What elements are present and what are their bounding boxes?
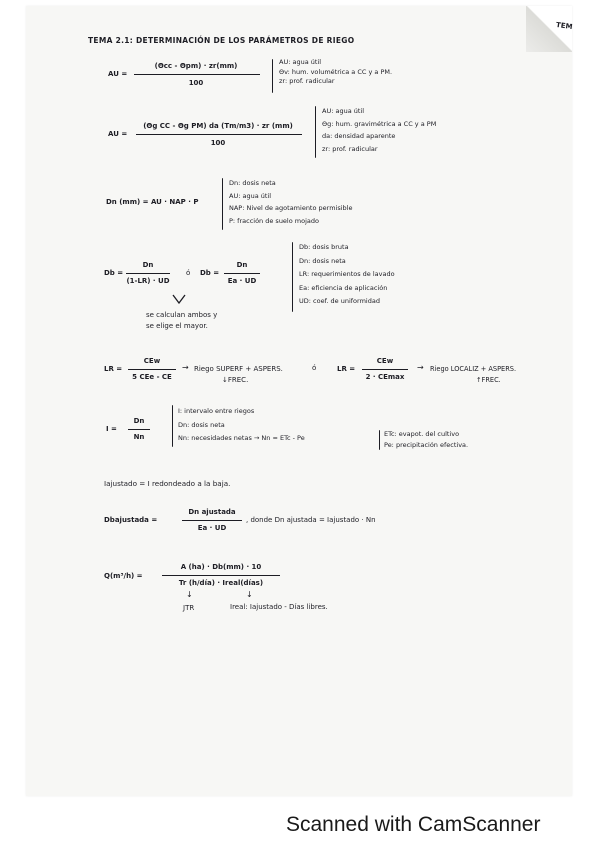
db-den-2: Ea · UD bbox=[227, 277, 257, 285]
lr-num-1: CEw bbox=[143, 357, 161, 365]
dbajustada-rest: , donde Dn ajustada = Iajustado · Nn bbox=[246, 516, 376, 524]
lr-lhs-2: LR = bbox=[337, 365, 356, 373]
lr-text-2b: ↑FREC. bbox=[476, 376, 501, 384]
au2-def-3: zr: prof. radicular bbox=[322, 144, 378, 153]
au2-def-1: Θg: hum. gravimétrica a CC y a PM bbox=[322, 119, 437, 128]
q-fraction-bar bbox=[162, 575, 280, 576]
interval-subdef-0: ETc: evapot. del cultivo bbox=[384, 430, 460, 438]
au2-numerator: (Θg CC - Θg PM) da (Tm/m3) · zr (mm) bbox=[143, 122, 293, 130]
q-lhs: Q(m³/h) = bbox=[104, 572, 143, 580]
lr-lhs-1: LR = bbox=[104, 365, 123, 373]
camscanner-watermark: Scanned with CamScanner bbox=[286, 813, 541, 836]
interval-lhs: I = bbox=[106, 425, 117, 433]
au1-fraction-bar bbox=[134, 74, 260, 75]
au1-def-1: Θv: hum. volumétrica a CC y a PM. bbox=[279, 67, 393, 76]
au2-def-2: da: densidad aparente bbox=[322, 132, 396, 140]
lr-or: ó bbox=[312, 364, 317, 372]
interval-subdef-1: Pe: precipitación efectiva. bbox=[384, 441, 469, 449]
au1-denominator: 100 bbox=[188, 79, 204, 87]
db-lhs-1: Db = bbox=[104, 269, 124, 277]
q-den: Tr (h/día) · Ireal(días) bbox=[178, 579, 264, 587]
db-note-1: se calculan ambos y bbox=[146, 311, 218, 319]
au1-def-2: zr: prof. radicular bbox=[279, 77, 335, 86]
dn-def-3: P: fracción de suelo mojado bbox=[229, 216, 319, 225]
q-arrow-2: ↓ bbox=[246, 590, 253, 599]
dn-definitions bbox=[229, 177, 352, 227]
db-def-2: LR: requerimientos de lavado bbox=[299, 270, 395, 278]
db-fraction-bar-1 bbox=[126, 273, 170, 274]
lr-arrow-1: → bbox=[182, 363, 189, 372]
interval-num: Dn bbox=[133, 417, 145, 425]
interval-subdefinitions bbox=[384, 429, 468, 451]
dbajustada-fraction-bar bbox=[182, 520, 242, 521]
lr-text-1a: Riego SUPERF + ASPERS. bbox=[194, 365, 283, 373]
db-or: ó bbox=[186, 269, 191, 277]
db-den-1: (1-LR) · UD bbox=[126, 277, 170, 285]
dbajustada-lhs: Dbajustada = bbox=[104, 516, 158, 524]
au1-def-0: AU: agua útil bbox=[279, 58, 322, 66]
dn-def-0: Dn: dosis neta bbox=[229, 179, 276, 187]
interval-def-0: I: intervalo entre riegos bbox=[178, 407, 255, 415]
db-num-2: Dn bbox=[236, 261, 248, 269]
au1-numerator: (Θcc - Θpm) · zr(mm) bbox=[154, 62, 238, 70]
db-def-3: Ea: eficiencia de aplicación bbox=[299, 283, 388, 292]
lr-text-2a: Riego LOCALIZ + ASPERS. bbox=[430, 365, 517, 373]
db-def-0: Db: dosis bruta bbox=[299, 243, 349, 251]
dn-brace bbox=[222, 178, 223, 230]
db-fraction-bar-2 bbox=[224, 273, 260, 274]
au1-brace bbox=[272, 59, 273, 93]
q-note-right: Ireal: Iajustado - Días libres. bbox=[230, 603, 328, 611]
lr-text-1b: ↓FREC. bbox=[222, 376, 249, 384]
lr-den-1: 5 CEe - CE bbox=[132, 373, 172, 381]
dn-formula: Dn (mm) = AU · NAP · P bbox=[106, 198, 199, 206]
q-arrow-1: ↓ bbox=[186, 590, 193, 599]
interval-brace bbox=[172, 405, 173, 447]
au2-lhs: AU = bbox=[108, 130, 128, 138]
dn-def-2: NAP: Nivel de agotamiento permisible bbox=[229, 204, 353, 212]
dn-def-1: AU: agua útil bbox=[229, 191, 272, 200]
lr-arrow-2: → bbox=[417, 363, 424, 372]
q-num: A (ha) · Db(mm) · 10 bbox=[180, 563, 262, 571]
down-chevron-icon bbox=[172, 294, 186, 304]
iajustado-line: Iajustado = I redondeado a la baja. bbox=[104, 479, 231, 488]
dbajustada-num: Dn ajustada bbox=[188, 508, 236, 516]
db-def-4: UD: coef. de uniformidad bbox=[299, 297, 380, 305]
db-brace bbox=[292, 242, 293, 312]
db-note-2: se elige el mayor. bbox=[146, 322, 208, 330]
db-def-1: Dn: dosis neta bbox=[299, 256, 346, 265]
au2-denominator: 100 bbox=[210, 139, 226, 147]
interval-def-1: Dn: dosis neta bbox=[178, 420, 225, 429]
q-note-left: JTR bbox=[183, 604, 195, 612]
dbajustada-den: Ea · UD bbox=[197, 524, 227, 532]
au1-lhs: AU = bbox=[108, 70, 128, 78]
au1-definitions bbox=[279, 58, 392, 87]
lr-fraction-bar-1 bbox=[128, 369, 176, 370]
db-lhs-2: Db = bbox=[200, 269, 220, 277]
au2-definitions bbox=[322, 105, 436, 155]
au2-fraction-bar bbox=[136, 134, 302, 135]
db-definitions bbox=[299, 241, 395, 309]
lr-fraction-bar-2 bbox=[362, 369, 408, 370]
interval-sub-brace bbox=[379, 430, 380, 450]
db-num-1: Dn bbox=[142, 261, 154, 269]
interval-fraction-bar bbox=[128, 429, 150, 430]
corner-text: TEM bbox=[555, 20, 574, 32]
page-title: TEMA 2.1: DETERMINACIÓN DE LOS PARÁMETROS DE RIEGO bbox=[88, 36, 355, 45]
interval-def-2: Nn: necesidades netas → Nn = ETc - Pe bbox=[178, 434, 305, 442]
interval-definitions bbox=[178, 405, 305, 446]
lr-den-2: 2 · CEmax bbox=[365, 373, 405, 381]
lr-num-2: CEw bbox=[376, 357, 394, 365]
au2-def-0: AU: agua útil bbox=[322, 107, 365, 115]
interval-den: Nn bbox=[133, 433, 145, 441]
au2-brace bbox=[315, 106, 316, 158]
